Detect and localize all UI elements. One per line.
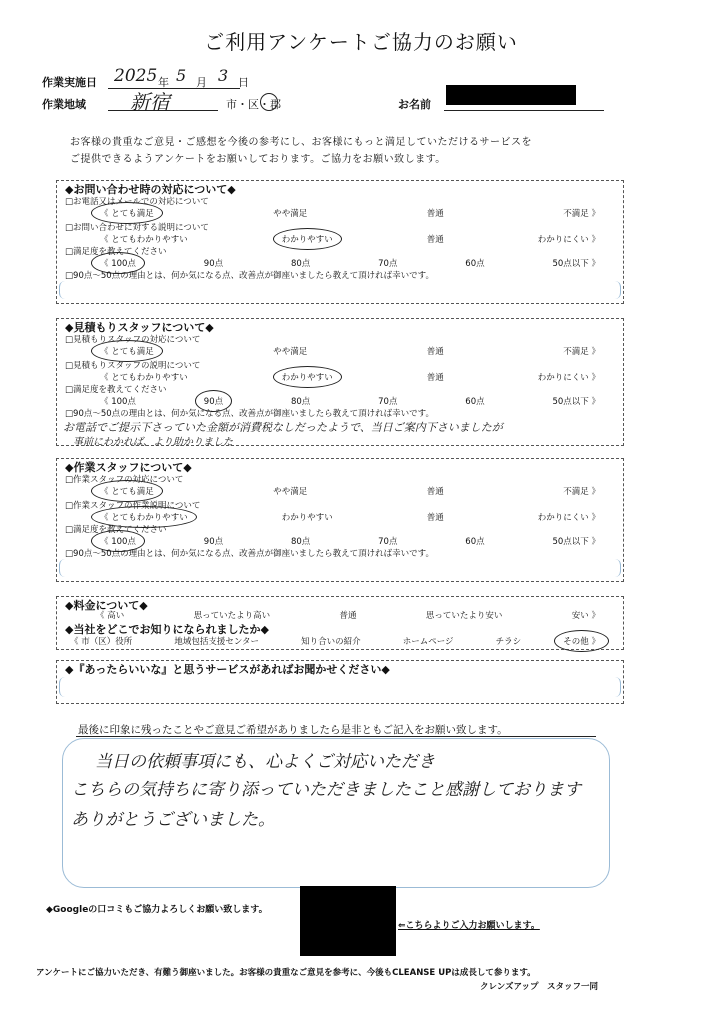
question: □90点～50点の理由とは、何か気になる点、改善点が御座いましたら教えて頂ければ幸いです。 — [65, 409, 434, 419]
option[interactable]: わかりにくい 》 — [537, 513, 600, 523]
option[interactable]: 50点以下 》 — [552, 259, 600, 269]
question: □満足度を教えてください — [65, 385, 167, 395]
option[interactable]: 安い 》 — [571, 611, 600, 621]
option[interactable]: 普通 — [426, 373, 444, 383]
option[interactable]: 普通 — [426, 209, 444, 219]
option[interactable]: 知り合いの紹介 — [301, 637, 361, 647]
option[interactable]: 普通 — [426, 513, 444, 523]
area-suffix: 市・区・郡 — [226, 98, 281, 111]
area-value: 新宿 — [130, 90, 170, 114]
option[interactable]: 80点 — [290, 397, 311, 407]
question: □作業スタッフの作業説明について — [65, 501, 201, 511]
option[interactable]: 50点以下 》 — [552, 537, 600, 547]
handwritten-answer-2: 事前にわかれば、より助かりました — [73, 437, 233, 448]
option[interactable]: わかりやすい — [281, 513, 333, 523]
option-selected[interactable]: 《 100点 — [97, 535, 139, 547]
day-suffix: 日 — [238, 76, 249, 89]
question: □見積もりスタッフの対応について — [65, 335, 201, 345]
option[interactable]: 不満足 》 — [563, 209, 600, 219]
option[interactable]: 《 とてもわかりやすい — [100, 235, 188, 245]
question: □お問い合わせに対する説明について — [65, 223, 209, 233]
comment-line-3: ありがとうございました。 — [71, 810, 275, 830]
google-note: ◆Googleの口コミもご協力よろしくお願い致します。 — [46, 905, 268, 915]
question: □見積もりスタッフの説明について — [65, 361, 201, 371]
option[interactable]: 《 100点 — [100, 397, 136, 407]
option[interactable]: 思っていたより安い — [425, 611, 503, 621]
option[interactable]: 80点 — [290, 259, 311, 269]
option[interactable]: 60点 — [465, 259, 485, 269]
option[interactable]: 《 高い — [96, 611, 125, 621]
option[interactable]: やや満足 — [273, 487, 308, 497]
option[interactable]: やや満足 — [273, 347, 308, 357]
option-selected[interactable]: 《 100点 — [97, 257, 139, 269]
question: □お電話又はメールでの対応について — [65, 197, 209, 207]
answer-field[interactable] — [59, 559, 621, 577]
option-selected[interactable]: 《 とても満足 — [97, 345, 157, 357]
option[interactable]: 地域包括支援センター — [174, 637, 259, 647]
question: □90点～50点の理由とは、何か気になる点、改善点が御座いましたら教えて頂ければ幸いです。 — [65, 271, 434, 281]
question: □満足度を教えてください — [65, 525, 167, 535]
option[interactable]: わかりにくい 》 — [537, 373, 600, 383]
section-title: ◆作業スタッフについて◆ — [65, 461, 192, 474]
qr-arrow-note: ⇐こちらよりご入力お願いします。 — [398, 921, 540, 931]
option[interactable]: やや満足 — [273, 209, 308, 219]
answer-field[interactable] — [59, 677, 621, 697]
section-wish — [56, 660, 624, 704]
section-work — [56, 458, 624, 582]
option[interactable]: 90点 — [203, 259, 224, 269]
comment-box[interactable] — [62, 738, 610, 888]
signature: クレンズアップ スタッフ一同 — [480, 982, 598, 992]
option[interactable]: 普通 — [426, 347, 444, 357]
comment-line-1: 当日の依頼事項にも、心よくご対応いただき — [95, 752, 435, 772]
intro-line-2: ご提供できるようアンケートをお願いしております。ご協力をお願い致します。 — [70, 154, 446, 165]
option[interactable]: 普通 — [339, 611, 357, 621]
qr-redaction — [300, 886, 396, 956]
intro-line-1: お客様の貴重なご意見・ご感想を今後の参考にし、お客様にもっと満足していただけるサービスを — [70, 137, 532, 148]
option[interactable]: 60点 — [465, 537, 485, 547]
option[interactable]: 《 市（区）役所 — [70, 637, 133, 647]
date-label: 作業実施日 — [42, 76, 97, 89]
option[interactable]: 70点 — [378, 397, 398, 407]
option[interactable]: ホームページ — [402, 637, 454, 647]
option[interactable]: 60点 — [465, 397, 485, 407]
section-estimate — [56, 318, 624, 446]
option[interactable]: 70点 — [378, 537, 398, 547]
date-month: 5 — [176, 66, 187, 85]
option[interactable]: 50点以下 》 — [552, 397, 600, 407]
name-label: お名前 — [398, 98, 431, 111]
option-selected[interactable]: その他 》 — [560, 635, 603, 647]
question: □90点～50点の理由とは、何か気になる点、改善点が御座いましたら教えて頂ければ幸いです。 — [65, 549, 434, 559]
answer-field[interactable] — [59, 281, 621, 299]
source-question: ◆当社をどこでお知りになられましたか◆ — [65, 623, 269, 636]
option[interactable]: チラシ — [495, 637, 522, 647]
section-title: ◆見積もりスタッフについて◆ — [65, 321, 214, 334]
option[interactable]: 不満足 》 — [563, 487, 600, 497]
option-selected[interactable]: 90点 — [201, 395, 226, 407]
option[interactable]: 普通 — [426, 487, 444, 497]
section-title: ◆『あったらいいな』と思うサービスがあればお聞かせください◆ — [65, 663, 390, 676]
option[interactable]: 思っていたより高い — [193, 611, 271, 621]
date-day: 3 — [218, 66, 229, 85]
section-fee — [56, 596, 624, 650]
comment-line-2: こちらの気持ちに寄り添っていただきましたこと感謝しております — [71, 780, 581, 800]
option[interactable]: 70点 — [378, 259, 398, 269]
area-ku-circle — [260, 93, 278, 111]
option[interactable]: わかりにくい 》 — [537, 235, 600, 245]
date-year: 2025 — [114, 66, 158, 86]
year-suffix: 年 — [158, 76, 169, 89]
option-selected[interactable]: わかりやすい — [279, 233, 336, 245]
option-selected[interactable]: わかりやすい — [279, 371, 336, 383]
section-inquiry — [56, 180, 624, 304]
month-suffix: 月 — [196, 76, 207, 89]
option[interactable]: 90点 — [203, 537, 224, 547]
section-title: ◆料金について◆ — [65, 599, 148, 612]
question: □作業スタッフの対応について — [65, 475, 184, 485]
option[interactable]: 普通 — [426, 235, 444, 245]
comment-prompt: 最後に印象に残ったことやご意見ご希望がありましたら是非ともご記入をお願い致します。 — [78, 724, 508, 736]
handwritten-answer-1: お電話でご提示下さっていた金額が消費税なしだったようで、当日ご案内下さいましたが — [63, 421, 503, 434]
option-selected[interactable]: 《 とてもわかりやすい — [97, 511, 191, 523]
option-selected[interactable]: 《 とても満足 — [97, 207, 157, 219]
page-title: ご利用アンケートご協力のお願い — [204, 30, 518, 54]
thanks-text: アンケートにご協力いただき、有難う御座いました。お客様の貴重なご意見を参考に、今後もCLEANSE UPは成長して参ります。 — [36, 968, 536, 978]
question: □満足度を教えてください — [65, 247, 167, 257]
area-label: 作業地域 — [42, 98, 86, 111]
intro-text — [70, 134, 670, 168]
name-redaction — [446, 85, 576, 105]
option-selected[interactable]: 《 とても満足 — [97, 485, 157, 497]
section-title: ◆お問い合わせ時の対応について◆ — [65, 183, 236, 196]
option[interactable]: 不満足 》 — [563, 347, 600, 357]
option[interactable]: 《 とてもわかりやすい — [100, 373, 188, 383]
option[interactable]: 80点 — [290, 537, 311, 547]
